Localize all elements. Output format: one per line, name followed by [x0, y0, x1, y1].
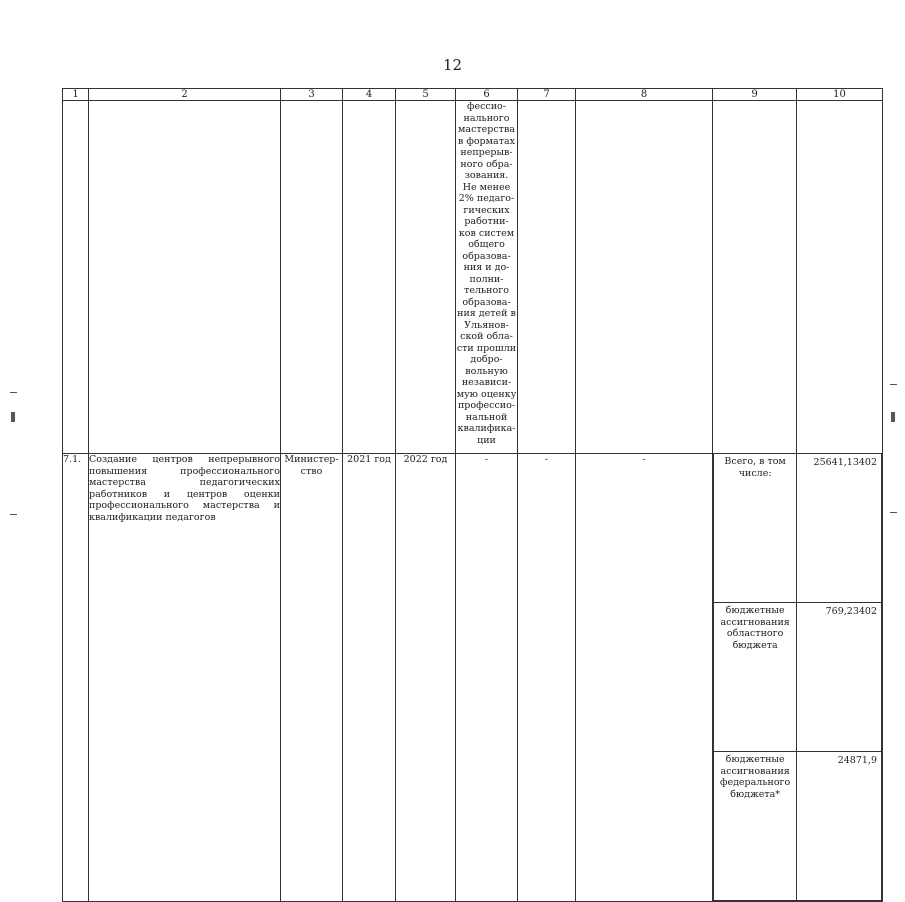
measure-name: Создание центров непрерывного повышения профессионального мастерства педагогических работников и центров оценки профессионального мастерства и квалификации педагогов — [89, 454, 281, 902]
result-line: образова- — [462, 296, 511, 308]
cell-empty — [576, 101, 713, 454]
result-line: мую оценку — [456, 388, 517, 400]
end-year: 2022 год — [396, 454, 456, 902]
col8-dash: - — [576, 454, 713, 902]
result-line: вольную — [465, 365, 508, 377]
result-line: тельного — [464, 285, 509, 296]
cell-empty — [281, 101, 343, 454]
scan-mark — [11, 412, 15, 422]
column-number-row — [63, 89, 883, 101]
result-line: добро- — [470, 354, 503, 365]
result-line: образова- — [462, 250, 511, 262]
result-line: Не менее — [462, 181, 511, 193]
funding-label: бюджетные ассигнования федерального бюджета* — [714, 752, 797, 901]
scan-mark — [10, 514, 17, 515]
col-header-6: 6 — [456, 89, 518, 101]
cell-empty — [343, 101, 396, 454]
col6-dash: - — [456, 454, 518, 902]
result-line: непрерыв- — [460, 147, 513, 158]
funding-row-regional — [714, 603, 882, 752]
executor: Министер-ство — [281, 454, 343, 902]
result-line: квалифика- — [457, 423, 516, 434]
cell-empty — [713, 101, 797, 454]
scan-mark — [890, 384, 897, 385]
funding-row-total — [714, 454, 882, 603]
result-indicator-continuation — [456, 101, 518, 454]
table-row-continuation — [63, 101, 883, 454]
program-table — [62, 88, 883, 902]
funding-label: Всего, в том числе: — [714, 454, 797, 603]
col-header-8: 8 — [576, 89, 713, 101]
col-header-2: 2 — [89, 89, 281, 101]
cell-empty — [518, 101, 576, 454]
result-line: гических — [463, 204, 510, 216]
result-line: Ульянов- — [464, 319, 509, 331]
col-header-1: 1 — [63, 89, 89, 101]
scan-mark — [890, 512, 897, 513]
result-line: 2% педаго- — [458, 193, 515, 204]
scan-mark — [10, 392, 17, 393]
result-line: полни- — [469, 273, 504, 285]
cell-empty — [396, 101, 456, 454]
result-line: работни- — [464, 216, 509, 227]
result-line: ного обра- — [460, 158, 513, 170]
table-row-7-1 — [63, 454, 883, 902]
funding-value: 24871,9 — [797, 752, 882, 901]
col-header-5: 5 — [396, 89, 456, 101]
result-line: ния и до- — [463, 262, 510, 273]
result-line: ции — [477, 434, 496, 446]
funding-value: 769,23402 — [797, 603, 882, 752]
result-line: нального — [463, 112, 510, 124]
cell-empty — [797, 101, 883, 454]
result-line: ков систем — [458, 227, 515, 239]
result-line: независи- — [461, 377, 512, 388]
page-number: 12 — [442, 56, 463, 74]
result-line: мастерства — [458, 124, 515, 135]
funding-value: 25641,13402 — [797, 454, 882, 603]
result-line: сти прошли — [456, 342, 517, 354]
start-year: 2021 год — [343, 454, 396, 902]
col-header-10: 10 — [797, 89, 883, 101]
funding-block — [713, 454, 883, 902]
result-line: ской обла- — [460, 331, 513, 342]
scan-mark — [891, 412, 895, 422]
result-line: профессио- — [457, 400, 516, 411]
col7-dash: - — [518, 454, 576, 902]
col-header-3: 3 — [281, 89, 343, 101]
funding-row-federal — [714, 752, 882, 901]
result-line: зования. — [464, 170, 509, 181]
cell-empty — [89, 101, 281, 454]
col-header-9: 9 — [713, 89, 797, 101]
result-line: нальной — [465, 411, 508, 423]
funding-label: бюджетные ассигнования областного бюджета — [714, 603, 797, 752]
result-line: в форматах — [458, 135, 515, 147]
result-line: ния детей в — [457, 308, 516, 319]
result-line: фессио- — [467, 101, 506, 112]
result-line: общего — [468, 239, 505, 250]
col-header-4: 4 — [343, 89, 396, 101]
row-number: 7.1. — [63, 454, 89, 902]
col-header-7: 7 — [518, 89, 576, 101]
cell-empty — [63, 101, 89, 454]
